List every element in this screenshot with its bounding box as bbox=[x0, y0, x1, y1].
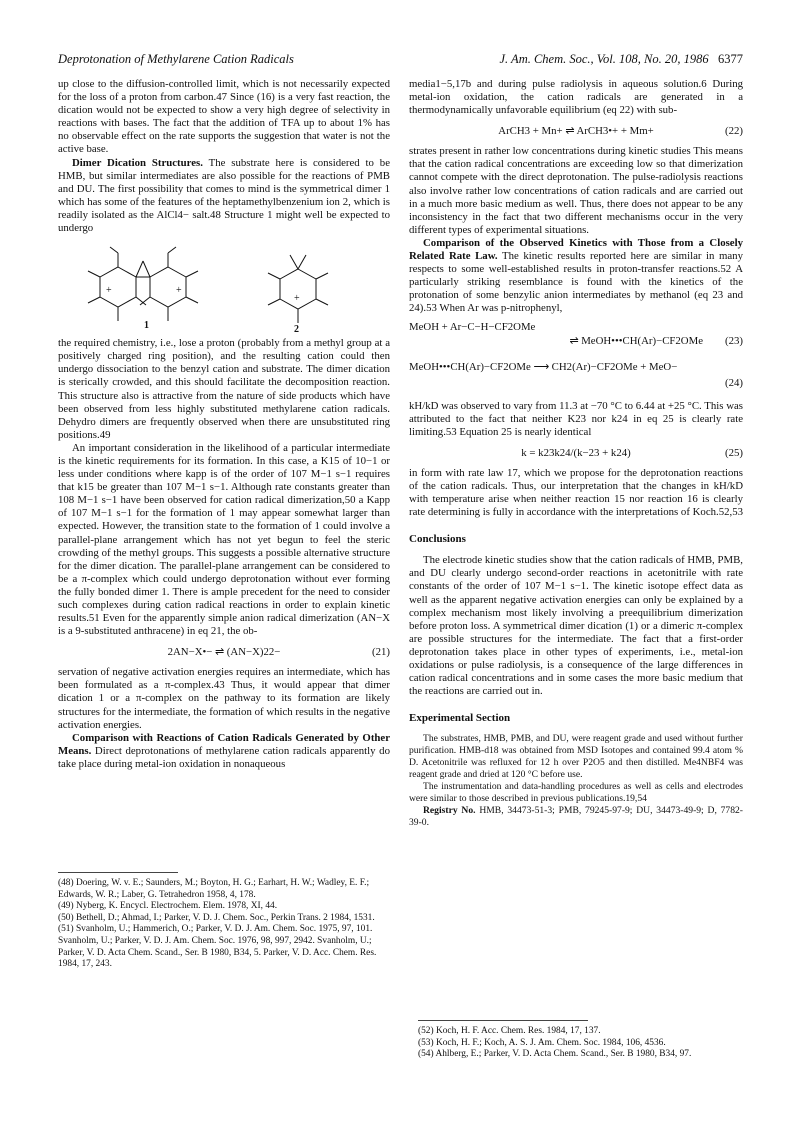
journal-name: J. Am. Chem. Soc., Vol. 108, No. 20, 1986 bbox=[499, 52, 709, 66]
paragraph-text: The kinetic results reported here are similar in many respects to some well-established results in proton-transfer reactions.52 A particularly striking resemblance is found with the kinetics of the protonation of some benzylic anion intermediates by methanol (eq 23 and 24).53 When Ar was p-nitrophenyl, bbox=[409, 250, 743, 315]
paragraph: media1−5,17b and during pulse radiolysis in aqueous solution.6 During metal-ion oxidation, the cation radicals are generated in a thermodynamically unfavorable equilibrium (eq 22) with sub- bbox=[409, 78, 743, 117]
footnote: (49) Nyberg, K. Encycl. Electrochem. Elem. 1978, XI, 44. bbox=[58, 901, 278, 912]
paragraph: The instrumentation and data-handling procedures as well as cells and electrodes were similar to those described in previous publications.19,54 bbox=[409, 781, 743, 805]
right-column bbox=[409, 78, 743, 829]
footnote: (53) Koch, H. F.; Koch, A. S. J. Am. Chem. Soc. 1984, 106, 4536. bbox=[418, 1037, 666, 1048]
paragraph bbox=[58, 157, 390, 236]
equation-line: MeOH + Ar−C−H−CF2OMe bbox=[409, 320, 536, 333]
footnote: (54) Ahlberg, E.; Parker, V. D. Acta Chem. Scand., Ser. B 1980, B34, 97. bbox=[418, 1049, 692, 1060]
equation-24 bbox=[409, 360, 743, 396]
paragraph-text: Direct deprotonations of methylarene cation radicals apparently do take place during metal-ion oxidation in nonaqueous bbox=[58, 744, 390, 770]
footnote: (52) Koch, H. F. Acc. Chem. Res. 1984, 17, 137. bbox=[418, 1026, 601, 1036]
paragraph: in form with rate law 17, which we propose for the deprotonation reactions of the cation radicals. Thus, our interpretation that the changes in kH/kD with temperature arise when neither reaction 15 nor reaction 16 is clearly rate determining is fully in accordance with the interpretations of Koch.52,53 bbox=[409, 466, 743, 519]
equation-text: k = k23k24/(k−23 + k24) bbox=[521, 446, 631, 459]
paragraph: kH/kD was observed to vary from 11.3 at −70 °C to 6.44 at +25 °C. This was attributed to the fact that neither K23 nor k24 in eq 25 is clearly rate limiting.53 Equation 25 is nearly identical bbox=[409, 399, 743, 438]
paragraph: strates present in rather low concentrations during kinetic studies This means that the cation radical concentrations are exceeding low so that dimerization cannot compete with the direct deprotonation. The pulse-radiolysis reactions also involve rather low concentrations of cation radicals and are carried out in a much more basic medium as well. Thus, there does not appear to be any inconsistency in the fact that two different mechanisms occur in the very different types of experimental situations. bbox=[409, 145, 743, 236]
equation-line: MeOH•••CH(Ar)−CF2OMe ⟶ CH2(Ar)−CF2OMe + MeO− bbox=[409, 360, 678, 373]
running-title: Deprotonation of Methylarene Cation Radicals bbox=[58, 52, 294, 66]
svg-text:+: + bbox=[176, 285, 182, 297]
paragraph: the required chemistry, i.e., lose a proton (probably from a methyl group at a positively charged ring position), and the resulting cation could then undergo dissociation to the benzyl cation and substrate. The dimer dication is sterically crowded, and this should facilitate the decomposition reaction. This structure also is attractive from the nature of side products which have been observed from less highly substituted methylarene cation radicals. Dehydro dimers are frequently observed when there are unsubstituted ring positions.49 bbox=[58, 337, 390, 441]
section-heading-dimer: Dimer Dication Structures. bbox=[72, 156, 203, 169]
structure-label-2: 2 bbox=[294, 324, 299, 336]
equation-text: 2AN−X•− ⇌ (AN−X)22− bbox=[167, 646, 281, 659]
journal-citation bbox=[499, 52, 743, 67]
svg-text:+: + bbox=[106, 285, 112, 297]
equation-text: ArCH3 + Mn+ ⇌ ArCH3•+ + Mm+ bbox=[498, 125, 654, 138]
registry-text: HMB, 34473-51-3; PMB, 79245-97-9; DU, 34473-49-9; D, 7782-39-0. bbox=[409, 805, 744, 829]
section-heading-conclusions: Conclusions bbox=[409, 533, 466, 546]
equation-21 bbox=[58, 642, 390, 662]
equation-number: (25) bbox=[725, 446, 743, 459]
paragraph bbox=[409, 237, 743, 316]
equation-number: (23) bbox=[725, 334, 743, 347]
paragraph-text: The substrate here is considered to be HMB, but similar intermediates are also possible for the reactions of PMB and DU. The first possibility that comes to mind is the symmetrical dimer 1 which has some of the features of the heptamethylbenzenium ion 2, which is readily isolated as the AlCl4− salt.48 Structure 1 might well be expected to undergo bbox=[58, 156, 390, 235]
paragraph: The substrates, HMB, PMB, and DU, were reagent grade and used without further purification. HMB-d18 was obtained from MSD Isotopes and contained 99.4 atom % D. Acetonitrile was refluxed for 12 h over P2O5 and then distilled. Me4NBF4 was reagent grade and dried at 120 °C before use. bbox=[409, 733, 743, 781]
footnote-rule bbox=[418, 1020, 588, 1021]
left-column bbox=[58, 78, 390, 771]
equation-25 bbox=[409, 443, 743, 463]
footnote: (50) Bethell, D.; Ahmad, I.; Parker, V. D. J. Chem. Soc., Perkin Trans. 2 1984, 1531. bbox=[58, 912, 375, 923]
paragraph: up close to the diffusion-controlled limit, which is not necessarily expected for the loss of a proton from carbon.47 Since (16) is a very fast reaction, the dication would not be expected to show a very high degree of selectivity in reactions with bases. The fact that the addition of TFA up to about 1% has no observable effect on the rate supports the suggestion that water is not the active base. bbox=[58, 78, 390, 156]
equation-22 bbox=[409, 121, 743, 141]
section-heading-experimental: Experimental Section bbox=[409, 712, 511, 725]
equation-number: (22) bbox=[725, 125, 743, 138]
registry-label: Registry No. bbox=[423, 805, 476, 817]
footnotes-left bbox=[58, 878, 390, 971]
structures-figure bbox=[58, 243, 390, 336]
equation-23 bbox=[409, 320, 743, 356]
page-number: 6377 bbox=[718, 52, 743, 66]
paragraph: An important consideration in the likelihood of a particular intermediate is the kinetic requirements for its formation. In this case, a K15 of 10−1 or less under conditions where kapp is of the order of 107 M−1 s−1 requires that k15 be greater than 107 M−1 s−1. Although rate constants greater than 108 M−1 s−1 have been observed for cation radical dimerization,50 a Kapp of 107 M−1 s−1 for the formation of 1 may appear somewhat larger than expected. However, the transition state to the formation of 1 could involve a parallel-plane arrangement which has not yet begun to feel the steric crowding of the methyl groups. This suggests a possible alternative structure for the dimer dication. The parallel-plane arrangement can be considered to be a π-complex which could undergo deprotonation without ever forming the fully bonded dimer 1. There is ample precedent for the need to consider such complexes during cation radical reactions in order to explain kinetic results.51 Even for the apparently simple anion radical dimerization (AN−X is a 9-substituted anthracene) in eq 21, the ob- bbox=[58, 441, 390, 638]
registry-numbers bbox=[409, 805, 743, 829]
structure-label-1: 1 bbox=[144, 320, 149, 332]
footnote: (48) Doering, W. v. E.; Saunders, M.; Boyton, H. G.; Earhart, H. W.; Wadley, E. F.; Edwards, W. R.; Laber, G. Tetrahedron 1958, 4, 178. bbox=[58, 878, 370, 900]
svg-text:+: + bbox=[294, 293, 300, 305]
paragraph: servation of negative activation energies requires an intermediate, which has been formulated as a π-complex.43 Thus, it would appear that dimer dication 1 or a π-complex on the pathway to its formation are likely structures for the intermediate, the formation of which results in the negative activation energies. bbox=[58, 666, 390, 731]
section-heading-kinetics: Comparison of the Observed Kinetics with Those from a Closely Related Rate Law. bbox=[409, 236, 743, 263]
equation-number: (24) bbox=[725, 376, 743, 389]
footnote-rule bbox=[58, 872, 178, 873]
footnotes-right bbox=[418, 1026, 743, 1061]
section-heading-comparison: Comparison with Reactions of Cation Radicals Generated by Other Means. bbox=[58, 731, 390, 757]
paragraph: The electrode kinetic studies show that the cation radicals of HMB, PMB, and DU clearly undergo second-order reactions in acetonitrile with rate constants of the order of 107 M−1 s−1. The kinetic isotope effect data as well as the apparent negative activation energies can only be explained by a complex mechanism most likely involving a preequilibrium dimerization before proton loss. A symmetrical dimer dication (1) or a dimeric π-complex are possible structures for the intermediate. The fact that a first-order deprotonation takes place in other types of experiments, i.e., metal-ion oxidations or pulse radiolysis, is a consequence of the large differences in cation radical concentrations and in some cases the more basic medium that the reactions are carried out in. bbox=[409, 554, 743, 698]
paragraph bbox=[58, 732, 390, 771]
dimer-structures-drawing bbox=[58, 243, 390, 331]
equation-number: (21) bbox=[372, 646, 390, 659]
footnote: (51) Svanholm, U.; Hammerich, O.; Parker, V. D. J. Am. Chem. Soc. 1975, 97, 101. Svanholm, U.; Parker, V. D. J. Am. Chem. Soc. 1976, 98, 997, 2942. Svanholm, U.; Parker, V. D. Acta Chem. Scand., Ser. B 1980, B34, 5. Parker, V. D. Acc. Chem. Res. 1984, 17, 243. bbox=[58, 924, 377, 970]
equation-line: ⇌ MeOH•••CH(Ar)−CF2OMe bbox=[569, 334, 703, 347]
